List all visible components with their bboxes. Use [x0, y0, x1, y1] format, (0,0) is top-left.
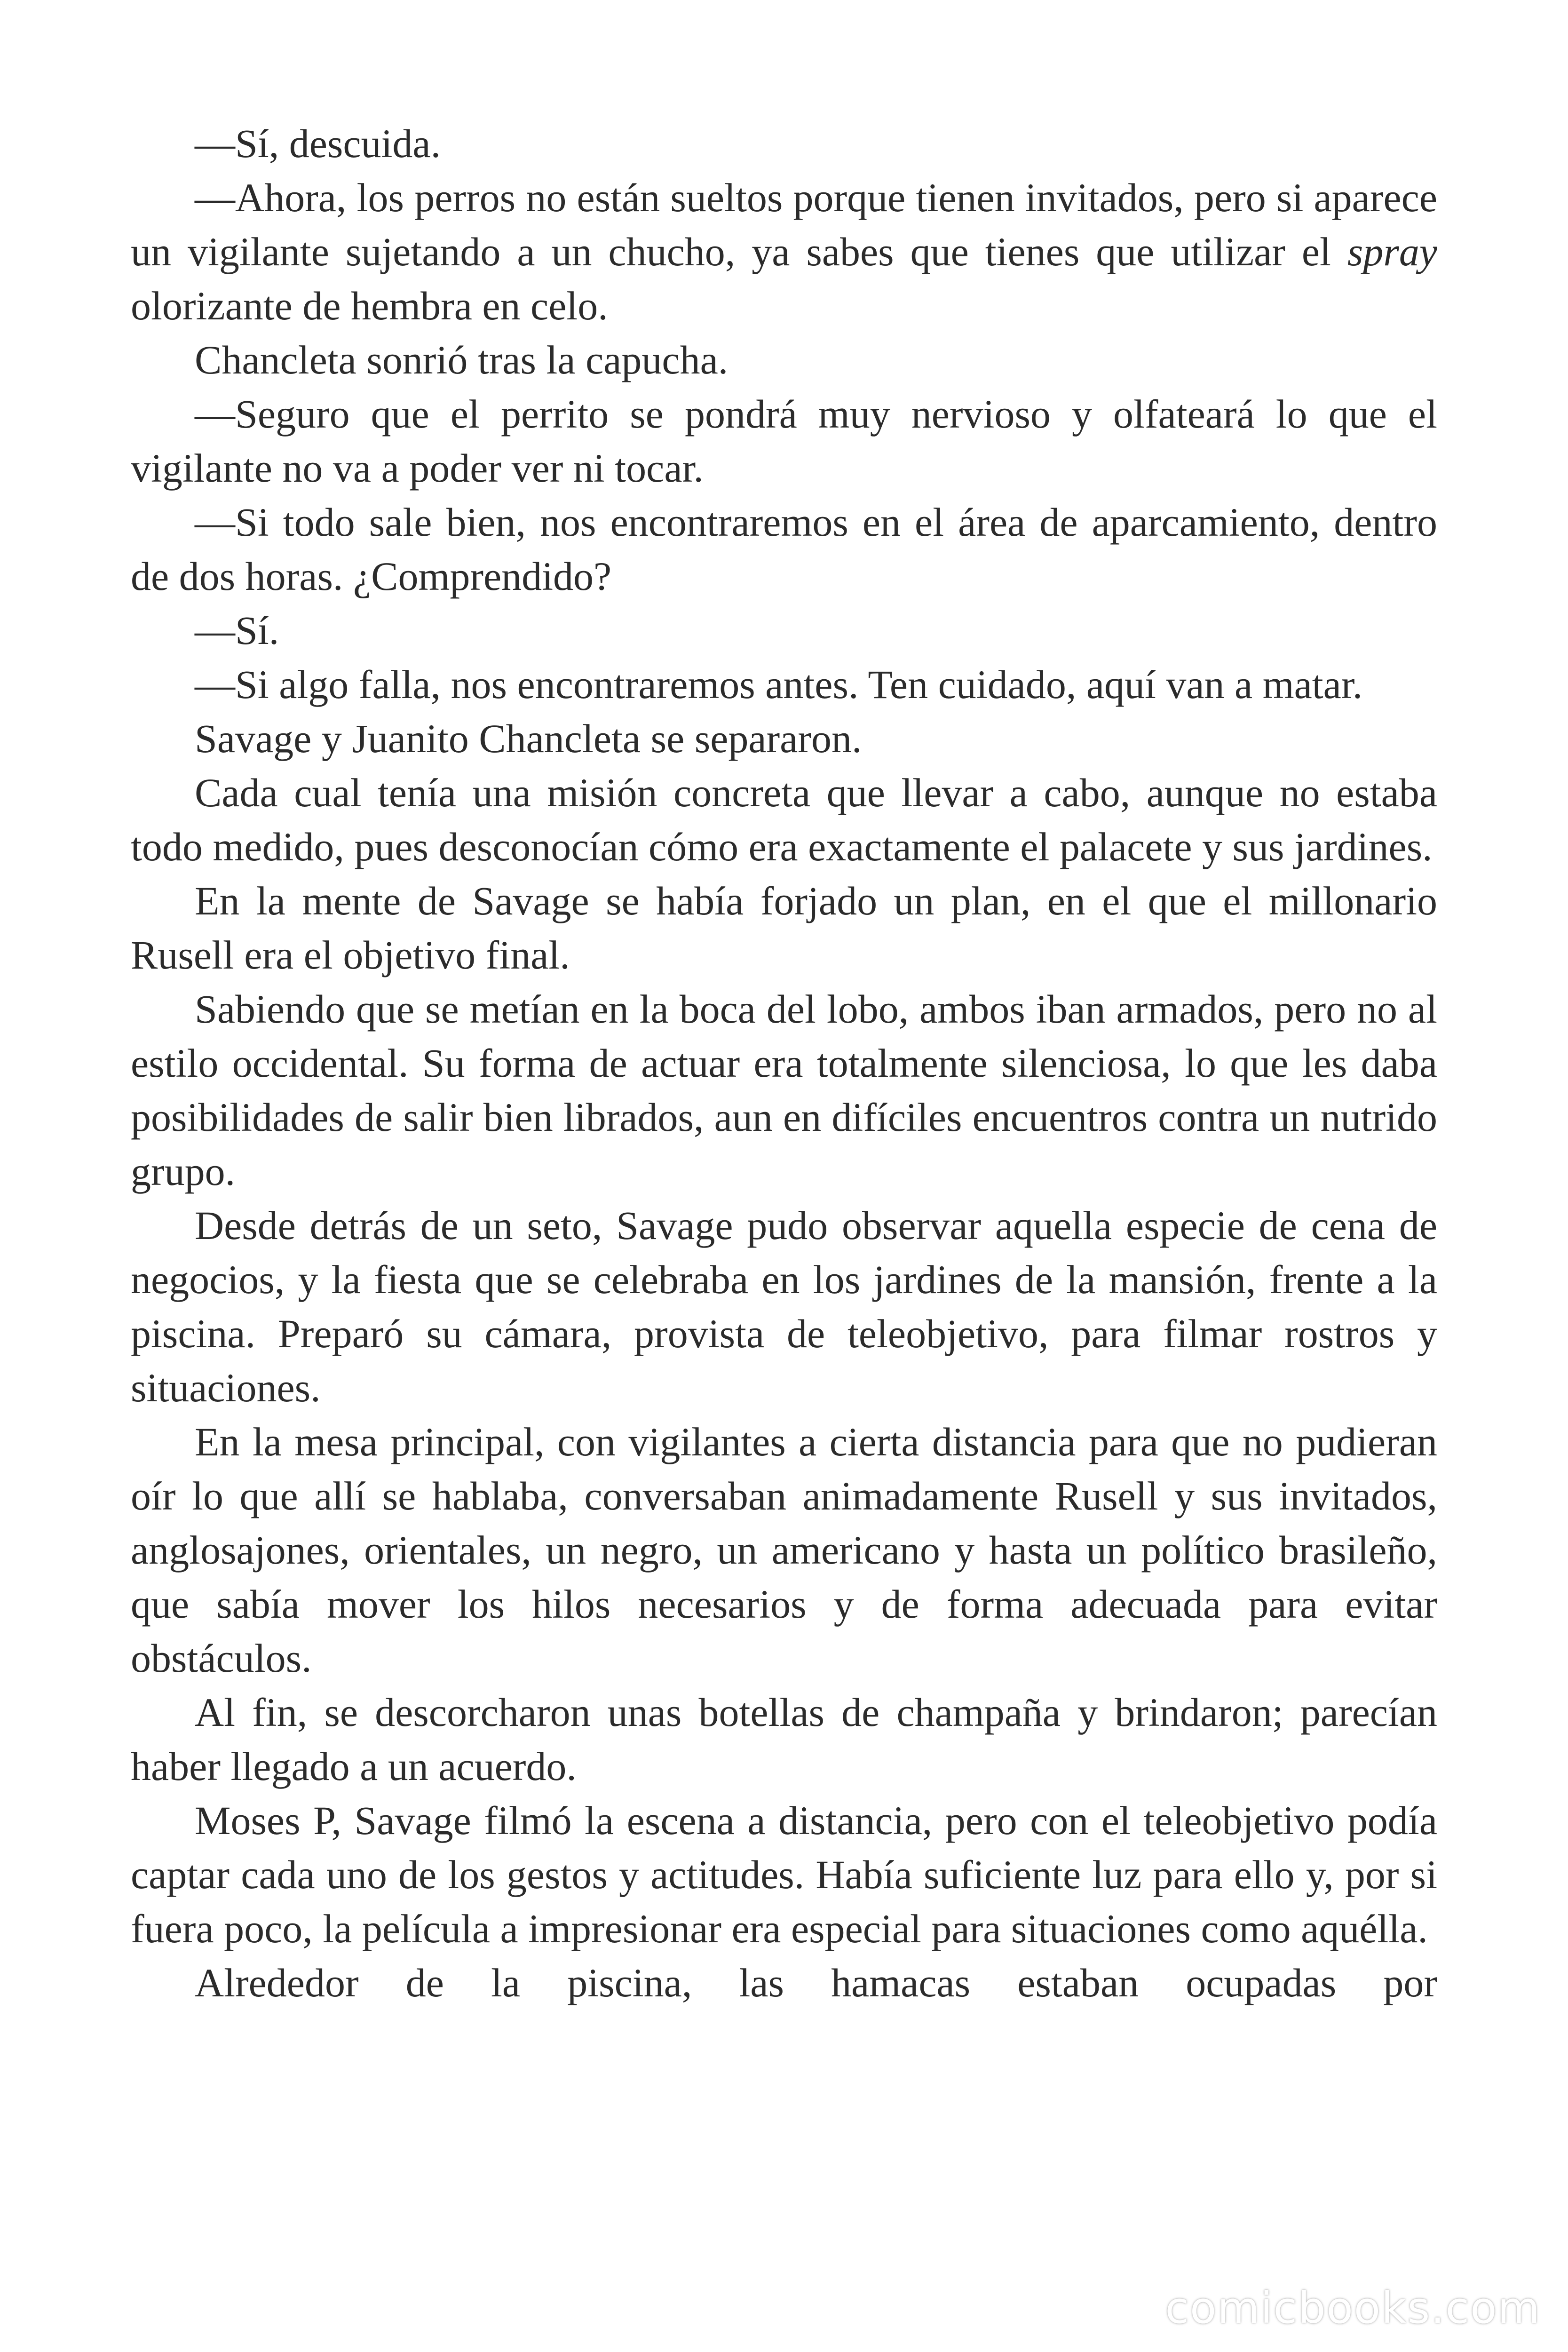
paragraph: Desde detrás de un seto, Savage pudo observar aquella especie de cena de negocios, y la fiesta que se celebraba en los jardines de la mansión, frente a la piscina. Preparó su cámara, provista de teleobjetivo, para filmar rostros y situaciones.	[131, 1203, 1437, 1410]
paragraph: Savage y Juanito Chancleta se separaron.	[195, 716, 862, 761]
paragraph: Al fin, se descorcharon unas botellas de champaña y brindaron; parecían haber llegado a un acuerdo.	[131, 1690, 1437, 1789]
paragraph: —Ahora, los perros no están sueltos porque tienen invitados, pero si aparece un vigilante sujetando a un chucho, ya sabes que tienes que utilizar el spray olorizante de hembra en celo.	[131, 175, 1437, 328]
paragraph: Cada cual tenía una misión concreta que llevar a cabo, aunque no estaba todo medido, pues desconocían cómo era exactamente el palacete y sus jardines.	[131, 770, 1437, 869]
paragraph: —Sí.	[195, 608, 279, 653]
paragraph: Moses P, Savage filmó la escena a distancia, pero con el teleobjetivo podía captar cada uno de los gestos y actitudes. Había suficiente luz para ello y, por si fuera poco, la película a impresionar era especial para situaciones como aquélla.	[131, 1798, 1437, 1951]
emphasized-word: spray	[1347, 229, 1437, 274]
paragraph: —Sí, descuida.	[195, 121, 441, 166]
paragraph: —Si algo falla, nos encontraremos antes. Ten cuidado, aquí van a matar.	[195, 662, 1363, 707]
paragraph: —Si todo sale bien, nos encontraremos en el área de aparcamiento, dentro de dos horas. ¿Comprendido?	[131, 500, 1437, 599]
paragraph: Sabiendo que se metían en la boca del lobo, ambos iban armados, pero no al estilo occidental. Su forma de actuar era totalmente silenciosa, lo que les daba posibilidades de salir bien librados, aun en difíciles encuentros contra un nutrido grupo.	[131, 986, 1437, 1194]
book-page-text	[131, 117, 1437, 2010]
paragraph: Alrededor de la piscina, las hamacas estaban ocupadas por	[195, 1960, 1437, 2005]
paragraph: En la mesa principal, con vigilantes a cierta distancia para que no pudieran oír lo que allí se hablaba, conversaban animadamente Rusell y sus invitados, anglosajones, orientales, un negro, un americano y hasta un político brasileño, que sabía mover los hilos necesarios y de forma adecuada para evitar obstáculos.	[131, 1419, 1437, 1681]
paragraph: Chancleta sonrió tras la capucha.	[195, 337, 729, 382]
paragraph: En la mente de Savage se había forjado un plan, en el que el millonario Rusell era el objetivo final.	[131, 878, 1437, 977]
watermark: comicbooks.com	[1165, 2283, 1541, 2333]
paragraph: —Seguro que el perrito se pondrá muy nervioso y olfateará lo que el vigilante no va a poder ver ni tocar.	[131, 391, 1437, 491]
